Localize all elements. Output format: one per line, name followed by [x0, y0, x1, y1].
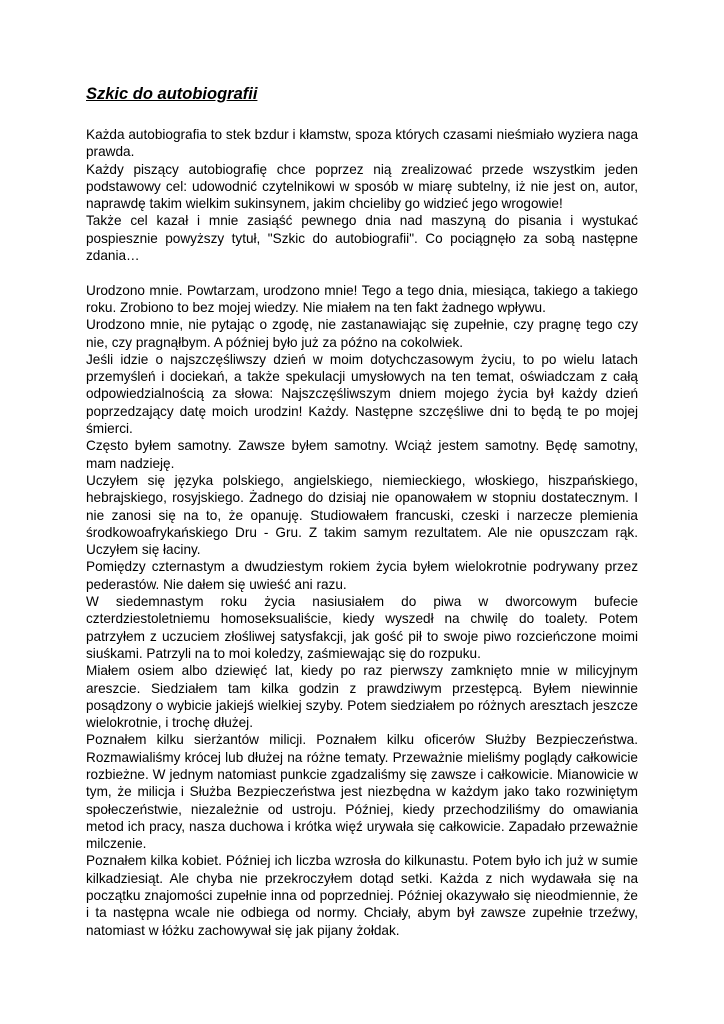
body-paragraph-2: Urodzono mnie, nie pytając o zgodę, nie zastanawiając się zupełnie, czy pragnę tego czy nie, czy pragnąłbym. A później było już za późno na cokolwiek.: [86, 317, 638, 350]
body-paragraph-3: Jeśli idzie o najszczęśliwszy dzień w moim dotychczasowym życiu, to po wielu latach przemyśleń i dociekań, a także spekulacji umysłowych na ten temat, oświadczam z całą odpowiedzialnością za słowa: Najszczęśliwszym dniem mojego życia był każdy dzień poprzedzający datę moich urodzin! Każdy. Następne szczęśliwe dni to będą te po mojej śmierci.: [86, 351, 638, 437]
intro-paragraph-1: Każda autobiografia to stek bzdur i kłamstw, spoza których czasami nieśmiało wyziera naga prawda.: [86, 127, 638, 160]
intro-section: [86, 126, 638, 264]
body-paragraph-8: Miałem osiem albo dziewięć lat, kiedy po raz pierwszy zamknięto mnie w milicyjnym areszcie. Siedziałem tam kilka godzin z prawdziwym przestępcą. Byłem niewinnie posądzony o wybicie jakiejś wielkiej szyby. Potem siedziałem po różnych aresztach jeszcze wielokrotnie, i trochę dłużej.: [86, 663, 638, 731]
body-paragraph-10: Poznałem kilka kobiet. Później ich liczba wzrosła do kilkunastu. Potem było ich już w sumie kilkadziesiąt. Ale chyba nie przekroczyłem dotąd setki. Każda z nich wydawała się na początku znajomości zupełnie inna od poprzedniej. Później okazywało się nieodmiennie, że i ta następna wcale nie odbiega od normy. Chciały, abym był zawsze zupełnie trzeźwy, natomiast w łóżku zachowywał się jak pijany żołdak.: [86, 853, 638, 938]
document-page: [86, 84, 638, 939]
document-title: Szkic do autobiografii: [86, 85, 258, 103]
section-gap: [86, 264, 638, 281]
body-paragraph-7: W siedemnastym roku życia nasiusiałem do piwa w dworcowym bufecie czterdziestoletniemu homoseksualiście, kiedy wyszedł na chwilę do toalety. Potem patrzyłem z uczuciem złośliwej satysfakcji, jak gość pił to swoje piwo rozcieńczone moimi siuśkami. Patrzyli na to moi koledzy, zaśmiewając się do rozpuku.: [86, 594, 638, 661]
body-paragraph-4: Często byłem samotny. Zawsze byłem samotny. Wciąż jestem samotny. Będę samotny, mam nadzieję.: [86, 438, 638, 471]
body-paragraph-6: Pomiędzy czternastym a dwudziestym rokiem życia byłem wielokrotnie podrywany przez pederastów. Nie dałem się uwieść ani razu.: [86, 559, 638, 592]
intro-paragraph-2: Każdy piszący autobiografię chce poprzez nią zrealizować przede wszystkim jeden podstawowy cel: udowodnić czytelnikowi w sposób w miarę subtelny, iż nie jest on, autor, naprawdę takim wielkim sukinsynem, jakim chcieliby go widzieć jego wrogowie!: [86, 161, 638, 212]
body-paragraph-9: Poznałem kilku sierżantów milicji. Poznałem kilku oficerów Służby Bezpieczeństwa. Rozmawialiśmy krócej lub dłużej na różne tematy. Przeważnie mieliśmy poglądy całkowicie rozbieżne. W jednym natomiast punkcie zgadzaliśmy się zawsze i całkowicie. Mianowicie w tym, że milicja i Służba Bezpieczeństwa jest niezbędna w każdym jako tako rozwiniętym społeczeństwie, niezależnie od ustroju. Później, kiedy przechodziliśmy do omawiania metod ich pracy, nasza duchowa i krótka więź urywała się całkowicie. Zapadało przeważnie milczenie.: [86, 732, 638, 852]
intro-paragraph-3: Także cel kazał i mnie zasiąść pewnego dnia nad maszyną do pisania i wystukać pospiesznie powyższy tytuł, "Szkic do autobiografii". Co pociągnęło za sobą następne zdania…: [86, 213, 638, 264]
body-paragraph-1: Urodzono mnie. Powtarzam, urodzono mnie! Tego a tego dnia, miesiąca, takiego a takiego roku. Zrobiono to bez mojej wiedzy. Nie miałem na ten fakt żadnego wpływu.: [86, 282, 638, 315]
body-paragraph-5: Uczyłem się języka polskiego, angielskiego, niemieckiego, włoskiego, hiszpańskiego, hebrajskiego, rosyjskiego. Żadnego do dzisiaj nie opanowałem w stopniu dostatecznym. I nie zanosi się na to, że opanuję. Studiowałem francuski, czeski i narzecze plemienia środkowoafrykańskiego Dru - Gru. Z takim samym rezultatem. Ale nie opuszczam rąk. Uczyłem się łaciny.: [86, 472, 638, 558]
body-section: [86, 282, 638, 939]
